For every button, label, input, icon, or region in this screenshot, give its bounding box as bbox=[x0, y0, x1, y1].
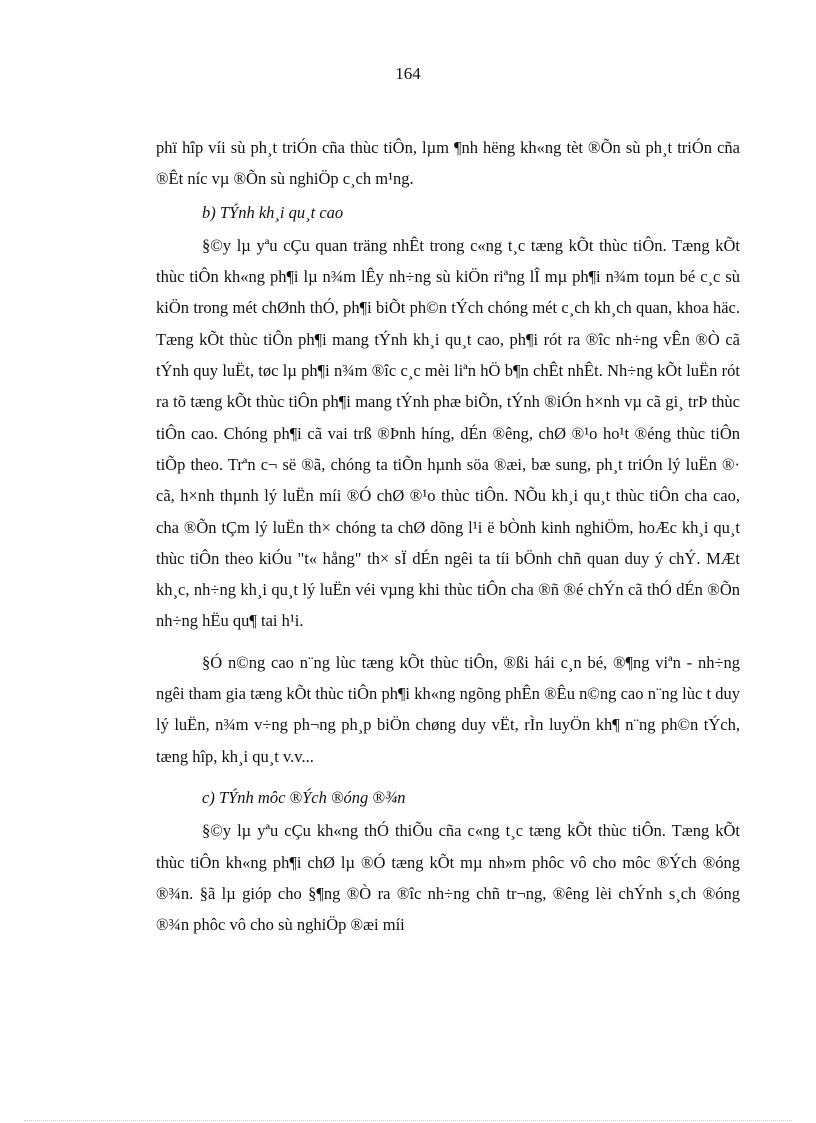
page-body bbox=[156, 132, 740, 940]
page-bottom-border bbox=[24, 1120, 792, 1121]
paragraph-c-body: §©y lµ yªu cÇu kh«ng thÓ thiÕu cña c«ng t¸c tæng kÕt thùc tiÔn. Tæng kÕt thùc tiÔn kh«ng ph¶i chØ lµ ®Ó tæng kÕt mµ nh»m phôc vô cho môc ®Ých ®óng ®¾n. §ã lµ gióp cho §¶ng ®Ò ra ®îc nh÷ng chñ tr¬ng, ®êng lèi chÝnh s¸ch ®óng ®¾n phôc vô cho sù nghiÖp ®æi míi bbox=[156, 821, 740, 935]
section-heading-b: b) TÝnh kh¸i qu¸t cao bbox=[202, 202, 344, 222]
page-number: 164 bbox=[395, 64, 421, 83]
paragraph-b-capacity: §Ó n©ng cao n¨ng lùc tæng kÕt thùc tiÔn, ®ßi hái c¸n bé, ®¶ng viªn - nh÷ng ngêi tham gia tæng kÕt thùc tiÔn ph¶i kh«ng ngõng phÊn ®Êu n©ng cao n¨ng lùc t duy lý luËn, n¾m v÷ng ph¬ng ph¸p biÖn chøng duy vËt, rÌn luyÖn kh¶ n¨ng ph©n tÝch, tæng hîp, kh¸i qu¸t v.v... bbox=[156, 652, 740, 766]
paragraph-b-body: §©y lµ yªu cÇu quan träng nhÊt trong c«ng t¸c tæng kÕt thùc tiÔn. Tæng kÕt thùc tiÔn kh«ng ph¶i lµ n¾m lÊy nh÷ng sù kiÖn riªng lÎ mµ ph¶i n¾m toµn bé c¸c sù kiÖn trong mét chØnh thÓ, ph¶i biÕt ph©n tÝch chóng mét c¸ch kh¸ch quan, khoa häc. Tæng kÕt thùc tiÔn ph¶i mang tÝnh kh¸i qu¸t cao, ph¶i rót ra ®îc nh÷ng vÊn ®Ò cã tÝnh quy luËt, tøc lµ ph¶i n¾m ®îc c¸c mèi liªn hÖ b¶n chÊt nhÊt. Nh÷ng kÕt luËn rót ra tõ tæng kÕt thùc tiÔn ph¶i mang tÝnh phæ biÕn, tÝnh ®iÓn h×nh vµ cã gi¸ trÞ thùc tiÔn cao. Chóng ph¶i cã vai trß ®Þnh híng, dÉn ®êng, chØ ®¹o ho¹t ®éng thùc tiÔn tiÕp theo. Trªn c¬ së ®ã, chóng ta tiÕn hµnh söa ®æi, bæ sung, ph¸t triÓn lý luËn ®· cã, h×nh thµnh lý luËn míi ®Ó chØ ®¹o thùc tiÔn. NÕu kh¸i qu¸t thùc tiÔn cha cao, cha ®Õn tÇm lý luËn th× chóng ta chØ dõng l¹i ë bÒnh kinh nghiÖm, hoÆc kh¸i qu¸t thùc tiÔn theo kiÓu "t« hång" th× sÏ dÉn ngêi ta tíi bÖnh chñ quan duy ý chÝ. MÆt kh¸c, nh÷ng kh¸i qu¸t lý luËn véi vµng khi thùc tiÔn cha ®ñ ®é chÝn cã thÓ dÉn ®Õn nh÷ng hËu qu¶ tai h¹i. bbox=[156, 235, 740, 631]
section-heading-c: c) TÝnh môc ®Ých ®óng ®¾n bbox=[202, 787, 406, 807]
paragraph-continuation: phï hîp víi sù ph¸t triÓn cña thùc tiÔn, lµm ¶nh hëng kh«ng tèt ®Õn sù ph¸t triÓn cña ®Êt níc vµ ®Õn sù nghiÖp c¸ch m¹ng. bbox=[156, 138, 740, 189]
